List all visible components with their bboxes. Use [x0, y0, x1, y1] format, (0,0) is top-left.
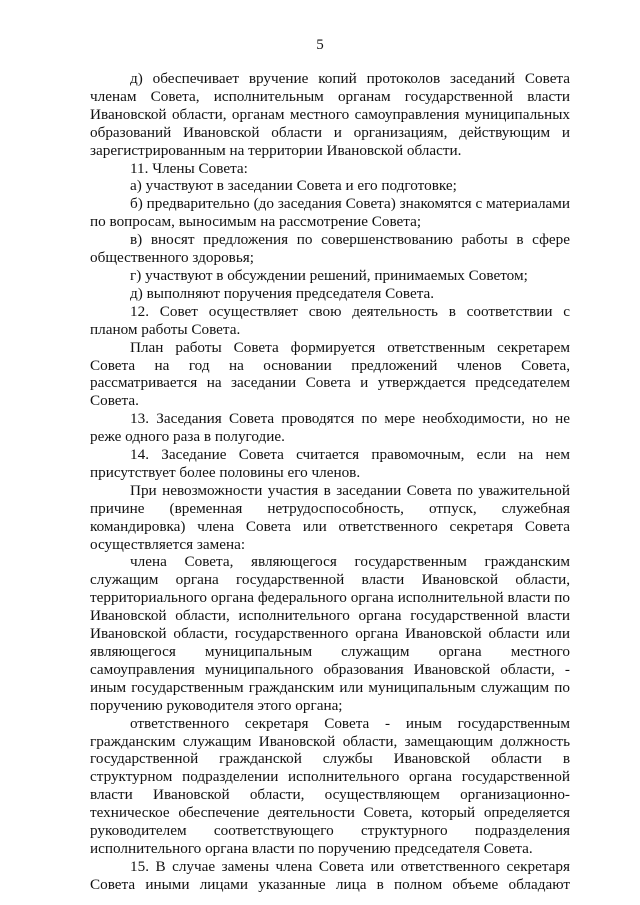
page-number: 5	[316, 37, 324, 53]
paragraph-13: 13. Заседания Совета проводятся по мере необходимости, но не реже одного раза в полугодие.	[90, 410, 570, 446]
paragraph-15: 15. В случае замены члена Совета или ответственного секретаря Совета иными лицами указанные лица в полном объеме обладают	[90, 857, 570, 893]
paragraph-duties-d: д) обеспечивает вручение копий протоколов заседаний Совета членам Совета, исполнительным органам государственной власти Ивановской области, органам местного самоуправления муниципальных образований Ивановской области и организациям, действующим и зарегистрированным на территории Ивановской области.	[90, 70, 570, 159]
document-body	[90, 70, 570, 894]
paragraph-11-b: б) предварительно (до заседания Совета) знакомятся с материалами по вопросам, выносимым на рассмотрение Совета;	[90, 195, 570, 231]
paragraph-12: 12. Совет осуществляет свою деятельность в соответствии с планом работы Совета.	[90, 302, 570, 338]
paragraph-14: 14. Заседание Совета считается правомочным, если на нем присутствует более половины его членов.	[90, 446, 570, 481]
paragraph-11-a: а) участвуют в заседании Совета и его подготовке;	[130, 177, 457, 195]
paragraph-11-g: г) участвуют в обсуждении решений, принимаемых Советом;	[130, 266, 528, 284]
paragraph-work-plan: План работы Совета формируется ответственным секретарем Совета на год на основании предложений членов Совета, рассматривается на заседании Совета и утверждается председателем Совета.	[90, 338, 570, 410]
paragraph-replacement-member: члена Совета, являющегося государственным гражданским служащим органа государственной власти Ивановской области, территориального органа федерального органа исполнительной власти по Ивановской области, исполнительного органа государственной власти Ивановской области, государственного органа Ивановской области или являющегося муниципальным служащим органа местного самоуправления муниципального образования Ивановской области, - иным государственным гражданским или муниципальным служащим по поручению руководителя этого органа;	[90, 553, 570, 714]
paragraph-11-d: д) выполняют поручения председателя Совета.	[130, 284, 435, 302]
paragraph-11-v: в) вносят предложения по совершенствованию работы в сфере общественного здоровья;	[90, 231, 570, 267]
paragraph-replacement-secretary: ответственного секретаря Совета - иным государственным гражданским служащим Ивановской области, замещающим должность государственной гражданской службы Ивановской области в структурном подразделении исполнительного органа государственной власти Ивановской области, осуществляющем организационно-техническое обеспечение деятельности Совета, который определяется руководителем соответствующего структурного подразделения исполнительного органа власти по поручению председателя Совета.	[90, 714, 570, 857]
paragraph-replacement-intro: При невозможности участия в заседании Совета по уважительной причине (временная нетрудоспособность, отпуск, служебная командировка) члена Совета или ответственного секретаря Совета осуществляется замена:	[90, 481, 570, 553]
paragraph-11-heading: 11. Члены Совета:	[130, 159, 248, 177]
